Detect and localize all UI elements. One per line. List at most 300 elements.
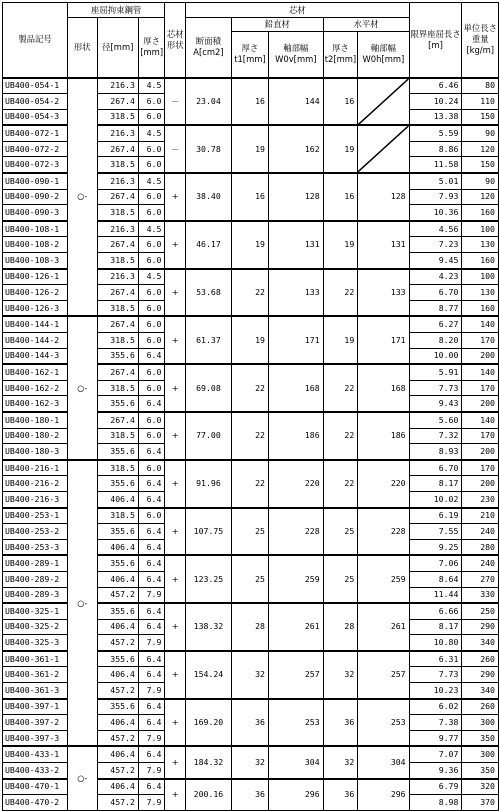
vertical-thickness: 25: [231, 555, 268, 603]
horizontal-width: 171: [358, 316, 409, 364]
vertical-thickness: 25: [231, 508, 268, 556]
unit-weight: 170: [462, 333, 499, 349]
cross-section-area: 184.32: [186, 746, 232, 778]
unit-weight: 80: [462, 78, 499, 94]
vertical-thickness: 36: [231, 699, 268, 747]
unit-weight: 130: [462, 285, 499, 301]
product-code: UB400-397-1: [3, 699, 68, 715]
cross-section-area: 138.32: [186, 603, 232, 651]
vertical-width: 131: [268, 221, 323, 269]
pipe-thickness: 6.4: [138, 348, 165, 364]
horizontal-width: 133: [358, 269, 409, 317]
limit-buckling-length: 10.36: [409, 205, 462, 221]
horizontal-width: 131: [358, 221, 409, 269]
pipe-diameter: 355.6: [97, 651, 138, 667]
product-code: UB400-072-3: [3, 157, 68, 173]
pipe-thickness: 4.5: [138, 221, 165, 237]
limit-buckling-length: 6.66: [409, 603, 462, 619]
horizontal-thickness: 19: [323, 316, 358, 364]
pipe-diameter: 355.6: [97, 524, 138, 540]
horizontal-width: 128: [358, 173, 409, 221]
unit-weight: 160: [462, 300, 499, 316]
pipe-diameter: 216.3: [97, 78, 138, 94]
limit-buckling-length: 6.19: [409, 508, 462, 524]
horizontal-width: 220: [358, 460, 409, 508]
pipe-thickness: 6.0: [138, 94, 165, 110]
shape-symbol: ○-: [67, 78, 97, 317]
pipe-thickness: 4.5: [138, 269, 165, 285]
header-diameter: 径[mm]: [97, 18, 138, 78]
limit-buckling-length: 11.58: [409, 157, 462, 173]
vertical-thickness: 22: [231, 269, 268, 317]
pipe-diameter: 267.4: [97, 364, 138, 380]
cross-section-area: 61.37: [186, 316, 232, 364]
horizontal-width-empty: [358, 78, 409, 126]
pipe-thickness: 6.4: [138, 444, 165, 460]
pipe-diameter: 267.4: [97, 189, 138, 205]
product-code: UB400-108-2: [3, 237, 68, 253]
pipe-thickness: 7.9: [138, 587, 165, 603]
unit-weight: 120: [462, 141, 499, 157]
horizontal-width: 168: [358, 364, 409, 412]
unit-weight: 240: [462, 524, 499, 540]
product-code: UB400-361-2: [3, 667, 68, 683]
unit-weight: 170: [462, 460, 499, 476]
vertical-width: 171: [268, 316, 323, 364]
pipe-diameter: 318.5: [97, 508, 138, 524]
pipe-diameter: 267.4: [97, 316, 138, 332]
vertical-thickness: 28: [231, 603, 268, 651]
unit-weight: 100: [462, 269, 499, 285]
cross-section-area: 200.16: [186, 779, 232, 811]
limit-buckling-length: 6.70: [409, 460, 462, 476]
pipe-thickness: 7.9: [138, 635, 165, 651]
pipe-thickness: 6.4: [138, 603, 165, 619]
pipe-diameter: 318.5: [97, 333, 138, 349]
table-header: [3, 3, 499, 78]
vertical-width: 144: [268, 78, 323, 126]
pipe-diameter: 355.6: [97, 555, 138, 571]
limit-buckling-length: 9.77: [409, 730, 462, 746]
vertical-thickness: 36: [231, 779, 268, 811]
cross-section-area: 123.25: [186, 555, 232, 603]
pipe-thickness: 4.5: [138, 125, 165, 141]
unit-weight: 160: [462, 205, 499, 221]
horizontal-thickness: 32: [323, 746, 358, 778]
limit-buckling-length: 8.64: [409, 571, 462, 587]
cross-section-area: 38.40: [186, 173, 232, 221]
product-code: UB400-072-1: [3, 125, 68, 141]
pipe-thickness: 6.0: [138, 141, 165, 157]
limit-buckling-length: 11.44: [409, 587, 462, 603]
limit-buckling-length: 7.07: [409, 746, 462, 762]
core-shape: +: [165, 173, 186, 221]
pipe-thickness: 6.4: [138, 699, 165, 715]
limit-buckling-length: 6.02: [409, 699, 462, 715]
vertical-thickness: 22: [231, 412, 268, 460]
unit-weight: 240: [462, 555, 499, 571]
limit-buckling-length: 5.01: [409, 173, 462, 189]
product-code: UB400-126-3: [3, 300, 68, 316]
vertical-width: 257: [268, 651, 323, 699]
unit-weight: 90: [462, 173, 499, 189]
horizontal-thickness: 19: [323, 221, 358, 269]
limit-buckling-length: 7.93: [409, 189, 462, 205]
horizontal-thickness: 36: [323, 779, 358, 811]
pipe-thickness: 6.4: [138, 571, 165, 587]
limit-buckling-length: 7.73: [409, 380, 462, 396]
limit-buckling-length: 7.23: [409, 237, 462, 253]
limit-buckling-length: 9.25: [409, 539, 462, 555]
product-code: UB400-433-1: [3, 746, 68, 762]
unit-weight: 340: [462, 683, 499, 699]
pipe-diameter: 406.4: [97, 571, 138, 587]
product-code: UB400-216-2: [3, 476, 68, 492]
product-code: UB400-433-2: [3, 763, 68, 779]
pipe-diameter: 406.4: [97, 715, 138, 731]
limit-buckling-length: 9.43: [409, 396, 462, 412]
product-spec-table: [2, 2, 499, 811]
pipe-thickness: 6.4: [138, 715, 165, 731]
vertical-width: 128: [268, 173, 323, 221]
unit-weight: 370: [462, 795, 499, 811]
pipe-thickness: 6.0: [138, 333, 165, 349]
limit-buckling-length: 4.56: [409, 221, 462, 237]
table-row: [3, 746, 499, 762]
unit-weight: 270: [462, 571, 499, 587]
product-code: UB400-470-1: [3, 779, 68, 795]
pipe-thickness: 7.9: [138, 763, 165, 779]
core-shape: －: [165, 78, 186, 126]
core-shape: +: [165, 779, 186, 811]
pipe-thickness: 6.0: [138, 412, 165, 428]
limit-buckling-length: 9.36: [409, 763, 462, 779]
unit-weight: 140: [462, 316, 499, 332]
product-code: UB400-361-1: [3, 651, 68, 667]
limit-buckling-length: 8.20: [409, 333, 462, 349]
horizontal-thickness: 25: [323, 555, 358, 603]
limit-buckling-length: 5.91: [409, 364, 462, 380]
pipe-thickness: 6.0: [138, 300, 165, 316]
product-code: UB400-054-1: [3, 78, 68, 94]
pipe-diameter: 318.5: [97, 109, 138, 125]
pipe-diameter: 457.2: [97, 730, 138, 746]
core-shape: +: [165, 651, 186, 699]
core-shape: +: [165, 316, 186, 364]
unit-weight: 340: [462, 635, 499, 651]
pipe-thickness: 6.0: [138, 508, 165, 524]
unit-weight: 210: [462, 508, 499, 524]
limit-buckling-length: 8.17: [409, 619, 462, 635]
product-code: UB400-144-3: [3, 348, 68, 364]
header-thickness: 厚さ[mm]: [138, 18, 165, 78]
product-code: UB400-216-3: [3, 491, 68, 507]
product-code: UB400-090-2: [3, 189, 68, 205]
pipe-thickness: 6.0: [138, 380, 165, 396]
product-code: UB400-108-3: [3, 253, 68, 269]
pipe-thickness: 6.0: [138, 364, 165, 380]
unit-weight: 160: [462, 253, 499, 269]
vertical-width: 304: [268, 746, 323, 778]
pipe-diameter: 355.6: [97, 444, 138, 460]
pipe-diameter: 457.2: [97, 587, 138, 603]
unit-weight: 350: [462, 730, 499, 746]
unit-weight: 110: [462, 94, 499, 110]
product-code: UB400-470-2: [3, 795, 68, 811]
vertical-width: 296: [268, 779, 323, 811]
product-code: UB400-090-1: [3, 173, 68, 189]
horizontal-width: 186: [358, 412, 409, 460]
unit-weight: 170: [462, 428, 499, 444]
limit-buckling-length: 8.93: [409, 444, 462, 460]
limit-buckling-length: 5.59: [409, 125, 462, 141]
product-code: UB400-144-1: [3, 316, 68, 332]
table-row: [3, 460, 499, 476]
header-core: 芯材: [186, 3, 410, 18]
pipe-diameter: 318.5: [97, 460, 138, 476]
pipe-diameter: 267.4: [97, 141, 138, 157]
diagonal-line-icon: [358, 126, 408, 172]
vertical-thickness: 19: [231, 221, 268, 269]
horizontal-thickness: 22: [323, 269, 358, 317]
pipe-diameter: 216.3: [97, 173, 138, 189]
unit-weight: 150: [462, 109, 499, 125]
limit-buckling-length: 7.06: [409, 555, 462, 571]
product-code: UB400-162-3: [3, 396, 68, 412]
table-body: [3, 78, 499, 811]
vertical-thickness: 22: [231, 460, 268, 508]
pipe-thickness: 6.4: [138, 539, 165, 555]
product-code: UB400-162-1: [3, 364, 68, 380]
limit-buckling-length: 8.77: [409, 300, 462, 316]
horizontal-width: 228: [358, 508, 409, 556]
limit-buckling-length: 10.24: [409, 94, 462, 110]
pipe-thickness: 4.5: [138, 78, 165, 94]
pipe-diameter: 457.2: [97, 635, 138, 651]
header-t1: 厚さt1[mm]: [231, 32, 268, 78]
vertical-thickness: 16: [231, 173, 268, 221]
unit-weight: 100: [462, 221, 499, 237]
cross-section-area: 169.20: [186, 699, 232, 747]
product-code: UB400-325-3: [3, 635, 68, 651]
pipe-diameter: 318.5: [97, 205, 138, 221]
pipe-diameter: 355.6: [97, 476, 138, 492]
vertical-width: 162: [268, 125, 323, 173]
core-shape: +: [165, 555, 186, 603]
limit-buckling-length: 7.73: [409, 667, 462, 683]
pipe-thickness: 6.4: [138, 555, 165, 571]
core-shape: +: [165, 221, 186, 269]
product-code: UB400-180-3: [3, 444, 68, 460]
pipe-diameter: 216.3: [97, 269, 138, 285]
product-code: UB400-054-3: [3, 109, 68, 125]
product-code: UB400-054-2: [3, 94, 68, 110]
cross-section-area: 69.08: [186, 364, 232, 412]
pipe-diameter: 406.4: [97, 779, 138, 795]
limit-buckling-length: 10.80: [409, 635, 462, 651]
horizontal-thickness: 22: [323, 460, 358, 508]
pipe-thickness: 6.0: [138, 237, 165, 253]
cross-section-area: 46.17: [186, 221, 232, 269]
pipe-thickness: 7.9: [138, 730, 165, 746]
limit-buckling-length: 5.60: [409, 412, 462, 428]
unit-weight: 290: [462, 619, 499, 635]
unit-weight: 200: [462, 348, 499, 364]
header-wh: 軸部幅W0h[mm]: [358, 32, 409, 78]
pipe-diameter: 355.6: [97, 699, 138, 715]
pipe-diameter: 318.5: [97, 300, 138, 316]
cross-section-area: 53.68: [186, 269, 232, 317]
pipe-diameter: 318.5: [97, 157, 138, 173]
horizontal-thickness: 22: [323, 364, 358, 412]
cross-section-area: 30.78: [186, 125, 232, 173]
core-shape: +: [165, 460, 186, 508]
vertical-width: 259: [268, 555, 323, 603]
pipe-diameter: 406.4: [97, 746, 138, 762]
vertical-width: 253: [268, 699, 323, 747]
header-horizontal: 水平材: [323, 18, 409, 32]
limit-buckling-length: 7.32: [409, 428, 462, 444]
unit-weight: 290: [462, 667, 499, 683]
pipe-thickness: 6.0: [138, 428, 165, 444]
horizontal-width: 296: [358, 779, 409, 811]
unit-weight: 200: [462, 444, 499, 460]
pipe-thickness: 6.4: [138, 651, 165, 667]
limit-buckling-length: 10.23: [409, 683, 462, 699]
limit-buckling-length: 10.00: [409, 348, 462, 364]
pipe-diameter: 457.2: [97, 795, 138, 811]
cross-section-area: 107.75: [186, 508, 232, 556]
core-shape: +: [165, 364, 186, 412]
horizontal-thickness: 16: [323, 173, 358, 221]
horizontal-width: 259: [358, 555, 409, 603]
product-code: UB400-397-3: [3, 730, 68, 746]
pipe-diameter: 406.4: [97, 619, 138, 635]
horizontal-width-empty: [358, 125, 409, 173]
vertical-width: 261: [268, 603, 323, 651]
pipe-diameter: 406.4: [97, 491, 138, 507]
product-code: UB400-289-2: [3, 571, 68, 587]
vertical-width: 220: [268, 460, 323, 508]
product-code: UB400-289-3: [3, 587, 68, 603]
pipe-diameter: 406.4: [97, 667, 138, 683]
unit-weight: 320: [462, 779, 499, 795]
limit-buckling-length: 9.45: [409, 253, 462, 269]
pipe-thickness: 6.4: [138, 619, 165, 635]
product-code: UB400-144-2: [3, 333, 68, 349]
core-shape: +: [165, 746, 186, 778]
unit-weight: 250: [462, 603, 499, 619]
core-shape: +: [165, 699, 186, 747]
pipe-thickness: 4.5: [138, 173, 165, 189]
pipe-diameter: 267.4: [97, 237, 138, 253]
pipe-diameter: 318.5: [97, 380, 138, 396]
limit-buckling-length: 6.31: [409, 651, 462, 667]
pipe-diameter: 267.4: [97, 94, 138, 110]
shape-symbol: ○-: [67, 746, 97, 810]
header-steel-pipe: 座屈拘束鋼管: [67, 3, 165, 18]
product-code: UB400-325-1: [3, 603, 68, 619]
pipe-diameter: 457.2: [97, 683, 138, 699]
header-code: 製品記号: [3, 3, 68, 78]
unit-weight: 350: [462, 763, 499, 779]
unit-weight: 260: [462, 699, 499, 715]
unit-weight: 200: [462, 396, 499, 412]
pipe-diameter: 318.5: [97, 253, 138, 269]
core-shape: +: [165, 508, 186, 556]
unit-weight: 280: [462, 539, 499, 555]
cross-section-area: 77.00: [186, 412, 232, 460]
pipe-thickness: 6.0: [138, 205, 165, 221]
vertical-width: 228: [268, 508, 323, 556]
pipe-thickness: 6.4: [138, 524, 165, 540]
limit-buckling-length: 7.38: [409, 715, 462, 731]
pipe-thickness: 6.4: [138, 491, 165, 507]
pipe-diameter: 267.4: [97, 412, 138, 428]
pipe-diameter: 355.6: [97, 348, 138, 364]
limit-buckling-length: 8.17: [409, 476, 462, 492]
limit-buckling-length: 6.46: [409, 78, 462, 94]
product-code: UB400-126-1: [3, 269, 68, 285]
header-wv: 軸部幅W0v[mm]: [268, 32, 323, 78]
vertical-thickness: 32: [231, 651, 268, 699]
pipe-diameter: 355.6: [97, 603, 138, 619]
unit-weight: 140: [462, 364, 499, 380]
header-core-shape: 芯材形状: [165, 3, 186, 78]
limit-buckling-length: 6.79: [409, 779, 462, 795]
horizontal-thickness: 28: [323, 603, 358, 651]
limit-buckling-length: 13.38: [409, 109, 462, 125]
horizontal-width: 253: [358, 699, 409, 747]
header-t2: 厚さt2[mm]: [323, 32, 358, 78]
table-row: [3, 316, 499, 332]
pipe-thickness: 6.0: [138, 189, 165, 205]
pipe-thickness: 6.4: [138, 779, 165, 795]
pipe-diameter: 457.2: [97, 763, 138, 779]
diagonal-line-icon: [358, 79, 408, 125]
pipe-diameter: 406.4: [97, 539, 138, 555]
vertical-width: 168: [268, 364, 323, 412]
product-code: UB400-289-1: [3, 555, 68, 571]
pipe-diameter: 216.3: [97, 221, 138, 237]
limit-buckling-length: 8.98: [409, 795, 462, 811]
pipe-thickness: 6.4: [138, 746, 165, 762]
core-shape: －: [165, 125, 186, 173]
product-code: UB400-253-1: [3, 508, 68, 524]
horizontal-width: 304: [358, 746, 409, 778]
unit-weight: 120: [462, 189, 499, 205]
product-code: UB400-361-3: [3, 683, 68, 699]
unit-weight: 260: [462, 651, 499, 667]
vertical-width: 133: [268, 269, 323, 317]
horizontal-thickness: 32: [323, 651, 358, 699]
cross-section-area: 91.96: [186, 460, 232, 508]
vertical-thickness: 22: [231, 364, 268, 412]
product-code: UB400-180-2: [3, 428, 68, 444]
unit-weight: 90: [462, 125, 499, 141]
horizontal-thickness: 36: [323, 699, 358, 747]
product-code: UB400-216-1: [3, 460, 68, 476]
pipe-thickness: 6.0: [138, 285, 165, 301]
header-area: 断面積A[cm2]: [186, 18, 232, 78]
core-shape: +: [165, 269, 186, 317]
pipe-diameter: 318.5: [97, 428, 138, 444]
horizontal-thickness: 16: [323, 78, 358, 126]
header-shape: 形状: [67, 18, 97, 78]
limit-buckling-length: 6.70: [409, 285, 462, 301]
pipe-diameter: 267.4: [97, 285, 138, 301]
pipe-diameter: 355.6: [97, 396, 138, 412]
